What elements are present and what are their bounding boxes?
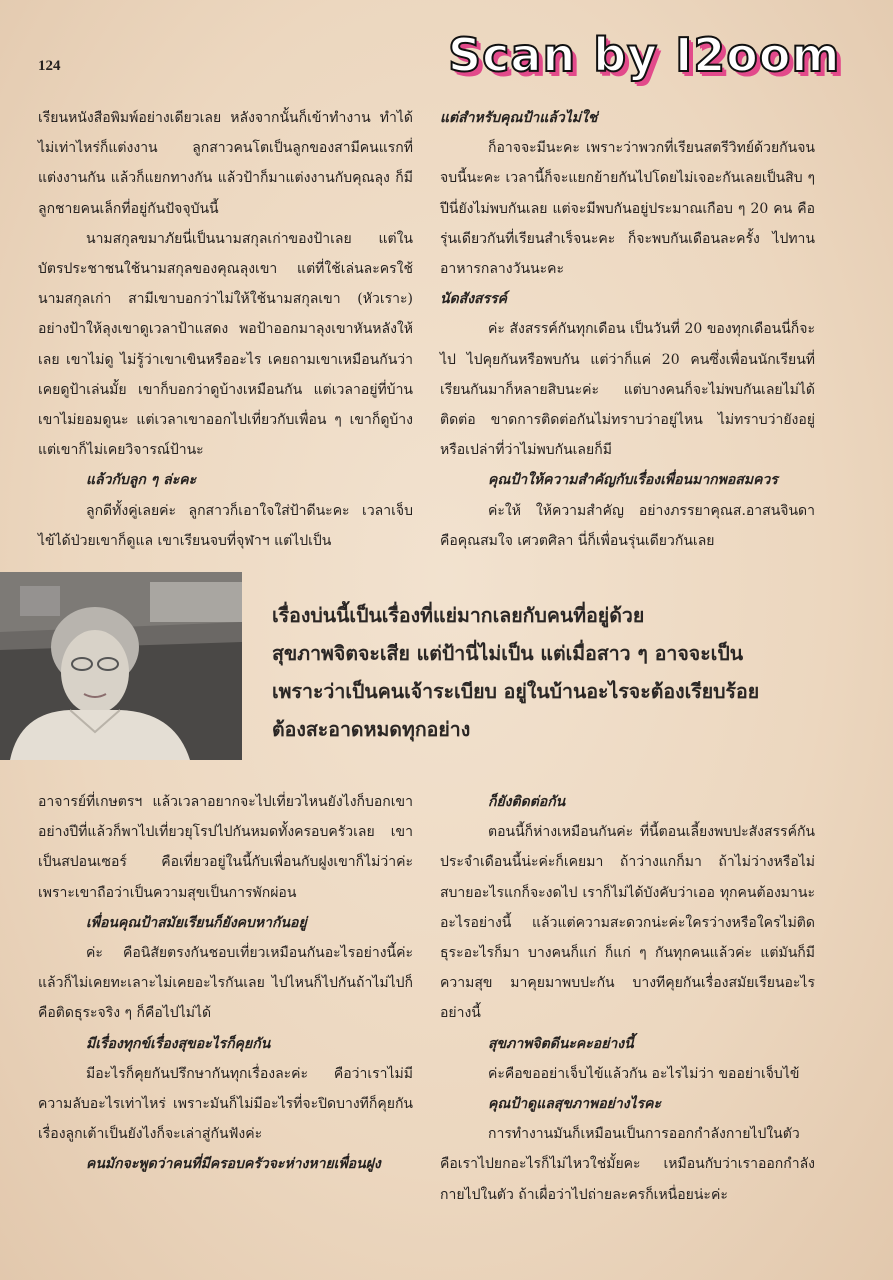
interview-question: คุณป้าดูแลสุขภาพอย่างไรคะ bbox=[488, 1096, 661, 1113]
body-paragraph: ค่ะ สังสรรค์กันทุกเดือน เป็นวันที่ 20 ของทุกเดือนนี่ก็จะไป ไปคุยกันหรือพบกัน แต่ว่าก็แค่ 20 คนซึ่งเพื่อนนักเรียนที่เรียนกันมาก็หลายสิบนะค่ะ แต่บางคนก็จะไม่พบกันเลยไม่ได้ติดต่อ ขาดการติดต่อกันไม่ทราบว่าอยู่ไหน ไม่ทราบว่ายังอยู่หรือเปล่าที่ว่าไม่พบกันเลยก็มี bbox=[440, 321, 815, 459]
column-bottom-right bbox=[440, 787, 815, 1210]
interview-question: คุณป้าให้ความสำคัญกับเรื่องเพื่อนมากพอสมควร bbox=[488, 472, 778, 489]
interview-question: แต่สำหรับคุณป้าแล้วไม่ใช่ bbox=[440, 110, 598, 126]
body-paragraph: ตอนนี้ก็ห่างเหมือนกันค่ะ ที่นี้ตอนเลี้ยงพบปะสังสรรค์กันประจำเดือนนี้น่ะค่ะก็เคยมา ถ้าว่างแกก็มา ถ้าไม่ว่างหรือไม่สบายอะไรแกก็จะงดไป เราก็ไม่ได้บังคับว่าเออ ทุกคนต้องมานะอะไรอย่างนี้ แล้วแต่ความสะดวกน่ะค่ะใครว่างหรือใครไม่ติดธุระอะไรก็มา บางคนก็แก่ ก็แก่ ๆ กันทุกคนแล้วค่ะ แต่มันก็มีความสุข มาคุยมาพบปะกัน บางทีคุยกันเรื่องสมัยเรียนอะไรอย่างนี้ bbox=[440, 824, 815, 1022]
pull-quote-line: ต้องสะอาดหมดทุกอย่าง bbox=[272, 718, 471, 741]
page-number: 124 bbox=[38, 58, 61, 74]
body-paragraph: การทำงานมันก็เหมือนเป็นการออกกำลังกายไปในตัว คือเราไปยกอะไรก็ไม่ไหวใช่มั้ยคะ เหมือนกับว่าเราออกกำลังกายไปในตัว ถ้าเผื่อว่าไปถ่ายละครก็เหนื่อยน่ะค่ะ bbox=[440, 1126, 815, 1203]
interview-question: นัดสังสรรค์ bbox=[440, 291, 507, 308]
column-top-right bbox=[440, 103, 815, 556]
interview-question: เพื่อนคุณป้าสมัยเรียนก็ยังคบหากันอยู่ bbox=[86, 914, 307, 931]
portrait-illustration bbox=[0, 572, 242, 760]
body-paragraph: อาจารย์ที่เกษตรฯ แล้วเวลาอยากจะไปเที่ยวไหนยังไงก็บอกเขา อย่างปีที่แล้วก็พาไปเที่ยวยุโรปไปกันหมดทั้งครอบครัวเลย เขาเป็นสปอนเซอร์ คือเที่ยวอยู่ในนี้กับเพื่อนกับฝูงเขาก็ไม่ว่าค่ะ เพราะเขาถือว่าเป็นความสุขเป็นการพักผ่อน bbox=[38, 794, 413, 901]
column-bottom-left bbox=[38, 787, 413, 1180]
body-paragraph: มีอะไรก็คุยกันปรึกษากันทุกเรื่องละค่ะ คือว่าเราไม่มีความลับอะไรเท่าไหร่ เพราะมันก็ไม่มีอะไรที่จะปิดบางทีก็คุยกันเรื่องลูกเต้าเป็นยังไงก็จะเล่าสู่กันฟังค่ะ bbox=[38, 1065, 413, 1143]
pull-quote-line: เพราะว่าเป็นคนเจ้าระเบียบ อยู่ในบ้านอะไรจะต้องเรียบร้อย bbox=[272, 680, 760, 703]
pull-quote-line: สุขภาพจิตจะเสีย แต่ป้านี่ไม่เป็น แต่เมื่อสาว ๆ อาจจะเป็น bbox=[272, 642, 744, 665]
pull-quote bbox=[272, 597, 872, 749]
body-paragraph: เรียนหนังสือพิมพ์อย่างเดียวเลย หลังจากนั้นก็เข้าทำงาน ทำได้ไม่เท่าไหร่ก็แต่งงาน ลูกสาวคนโตเป็นลูกของสามีคนแรกที่แต่งงานกัน แล้วก็แยกทางกัน แล้วป้าก็มาแต่งงานกับคุณลุง ก็มีลูกชายคนเล็กที่อยู่กันปัจจุบันนี้ bbox=[38, 110, 413, 217]
pull-quote-line: เรื่องบ่นนี้เป็นเรื่องที่แย่มากเลยกับคนที่อยู่ด้วย bbox=[272, 604, 645, 627]
interview-question: มีเรื่องทุกข์เรื่องสุขอะไรก็คุยกัน bbox=[86, 1035, 271, 1052]
interview-question: แล้วกับลูก ๆ ล่ะคะ bbox=[86, 472, 197, 489]
scanner-watermark: Scan by I2oom bbox=[448, 28, 841, 82]
body-paragraph: นามสกุลขมาภัยนี่เป็นนามสกุลเก่าของป้าเลย แต่ในบัตรประชาชนใช้นามสกุลของคุณลุงเขา แต่ที่ใช้เล่นละครใช้นามสกุลเก่า สามีเขาบอกว่าไม่ให้ใช้นามสกุลเขา (หัวเราะ) อย่างป้าให้ลุงเขาดูเวลาป้าแสดง พอป้าออกมาลุงเขาหันหลังให้เลย เขาไม่ดู ไม่รู้ว่าเขาเขินหรืออะไร เคยถามเขาเหมือนกันว่าเคยดูป้าเล่นมั้ย เขาก็บอกว่าดูบ้างเหมือนกัน แต่เวลาอยู่ที่บ้านเขาไม่ยอมดูนะ แต่เวลาเขาออกไปเที่ยวกับเพื่อน ๆ เขาก็ดูบ้าง แต่เขาก็ไม่เคยวิจารณ์ป้านะ bbox=[38, 230, 413, 459]
interview-question: คนมักจะพูดว่าคนที่มีครอบครัวจะห่างหายเพื่อนฝูง bbox=[86, 1156, 381, 1173]
body-paragraph: ค่ะคือขออย่าเจ็บไข้แล้วกัน อะไรไม่ว่า ขออย่าเจ็บไข้ bbox=[488, 1065, 800, 1082]
body-paragraph: ค่ะให้ ให้ความสำคัญ อย่างภรรยาคุณส.อาสนจินดา คือคุณสมใจ เศวตศิลา นี่ก็เพื่อนรุ่นเดียวกันเลย bbox=[440, 502, 815, 549]
interview-question: ก็ยังติดต่อกัน bbox=[488, 794, 566, 810]
body-paragraph: ลูกดีทั้งคู่เลยค่ะ ลูกสาวก็เอาใจใส่ป้าดีนะคะ เวลาเจ็บไข้ได้ป่วยเขาก็ดูแล เขาเรียนจบที่จุฬาฯ แต่ไปเป็น bbox=[38, 502, 413, 549]
portrait-photo bbox=[0, 572, 242, 760]
body-paragraph: ค่ะ คือนิสัยตรงกันชอบเที่ยวเหมือนกันอะไรอย่างนี้ค่ะ แล้วก็ไม่เคยทะเลาะไม่เคยอะไรกันเลย ไปไหนก็ไปกันถ้าไม่ไปก็คือติดธุระจริง ๆ ก็คือไปไม่ได้ bbox=[38, 945, 413, 1022]
column-top-left bbox=[38, 103, 413, 556]
interview-question: สุขภาพจิตดีนะคะอย่างนี้ bbox=[488, 1035, 634, 1052]
body-paragraph: ก็อาจจะมีนะคะ เพราะว่าพวกที่เรียนสตรีวิทย์ด้วยกันจนจบนี้นะคะ เวลานี้ก็จะแยกย้ายกันไปโดยไม่เจอะกันเลยเป็นสิบ ๆ ปีนี่ยังไม่พบกันเลย แต่จะมีพบกันอยู่ประมาณเกือบ ๆ 20 คน คือรุ่นเดียวกันที่เรียนสำเร็จนะคะ ก็จะพบกันเดือนละครั้ง ไปทานอาหารกลางวันนะคะ bbox=[440, 140, 815, 278]
